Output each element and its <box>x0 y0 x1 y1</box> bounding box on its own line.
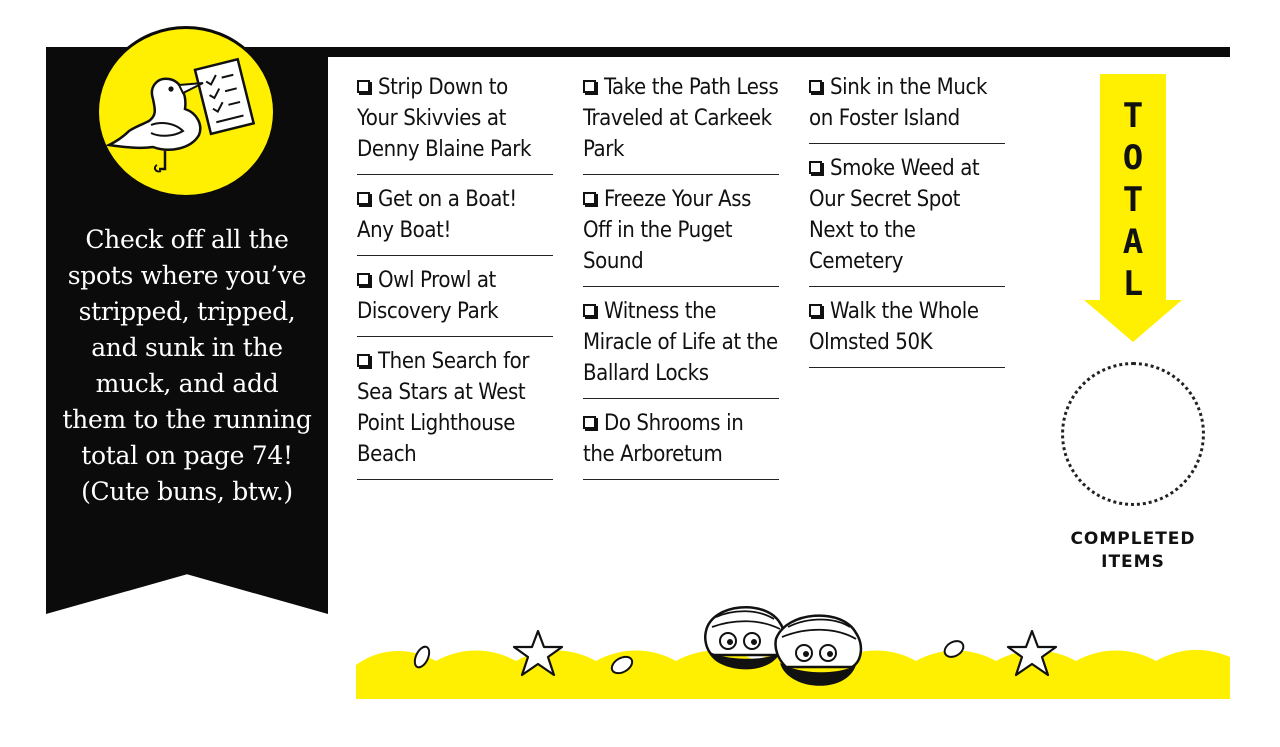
checkbox-icon[interactable] <box>357 192 370 205</box>
checkbox-icon[interactable] <box>809 80 822 93</box>
instructions-text: Check off all the spots where you’ve stripped, tripped, and sunk in the muck, and add them to the running total on page 74! (Cute buns, btw.) <box>62 225 312 506</box>
checklist-item[interactable] <box>357 265 553 337</box>
checkbox-icon[interactable] <box>357 80 370 93</box>
checkbox-icon[interactable] <box>357 354 370 367</box>
checkbox-icon[interactable] <box>583 80 596 93</box>
checkbox-icon[interactable] <box>583 192 596 205</box>
total-write-in-circle[interactable] <box>1061 362 1205 506</box>
checklist-column-1 <box>357 72 553 489</box>
checklist-item[interactable] <box>583 408 779 480</box>
seagull-badge <box>96 26 276 198</box>
checkbox-icon[interactable] <box>357 273 370 286</box>
checklist-item-label: Freeze Your Ass Off in the Puget Sound <box>583 187 752 274</box>
checklist-item[interactable] <box>809 72 1005 144</box>
checklist-item-label: Smoke Weed at Our Secret Spot Next to the Cemetery <box>809 156 980 274</box>
checklist-column-3 <box>809 72 1005 377</box>
total-letter: O <box>1122 138 1144 178</box>
checkbox-icon[interactable] <box>809 161 822 174</box>
checklist-item[interactable] <box>583 184 779 287</box>
checklist-item-label: Walk the Whole Olmsted 50K <box>809 299 979 355</box>
clam-icon <box>705 607 785 669</box>
beach-scene <box>356 595 1230 705</box>
checklist-item[interactable] <box>357 184 553 256</box>
checklist-item-label: Get on a Boat! Any Boat! <box>357 187 517 243</box>
checkbox-icon[interactable] <box>809 304 822 317</box>
checklist-item-label: Sink in the Muck on Foster Island <box>809 75 988 131</box>
total-letter: A <box>1122 222 1144 262</box>
total-letter: T <box>1122 180 1144 220</box>
completed-caption-line: COMPLETED <box>1070 529 1196 549</box>
checklist-item[interactable] <box>809 153 1005 287</box>
completed-caption-line: ITEMS <box>1101 552 1165 572</box>
checklist-item-label: Take the Path Less Traveled at Carkeek Park <box>583 75 779 162</box>
completed-items-caption <box>1062 528 1204 574</box>
checklist-item-label: Then Search for Sea Stars at West Point Lighthouse Beach <box>357 349 530 467</box>
checklist-item[interactable] <box>809 296 1005 368</box>
checklist-item-label: Strip Down to Your Skivvies at Denny Blaine Park <box>357 75 532 162</box>
checklist-item-label: Owl Prowl at Discovery Park <box>357 268 499 324</box>
total-letter: T <box>1122 96 1144 136</box>
seagull-with-checklist-icon <box>99 29 273 195</box>
checklist-column-2 <box>583 72 779 489</box>
checklist-item[interactable] <box>357 72 553 175</box>
checklist-item[interactable] <box>357 346 553 480</box>
checkbox-icon[interactable] <box>583 304 596 317</box>
checklist-item-label: Do Shrooms in the Arboretum <box>583 411 744 467</box>
total-letter: L <box>1122 264 1144 304</box>
checklist-item[interactable] <box>583 72 779 175</box>
clam-icon <box>775 616 860 686</box>
checklist-item[interactable] <box>583 296 779 399</box>
checklist-item-label: Witness the Miracle of Life at the Ballard Locks <box>583 299 778 386</box>
checkbox-icon[interactable] <box>583 416 596 429</box>
